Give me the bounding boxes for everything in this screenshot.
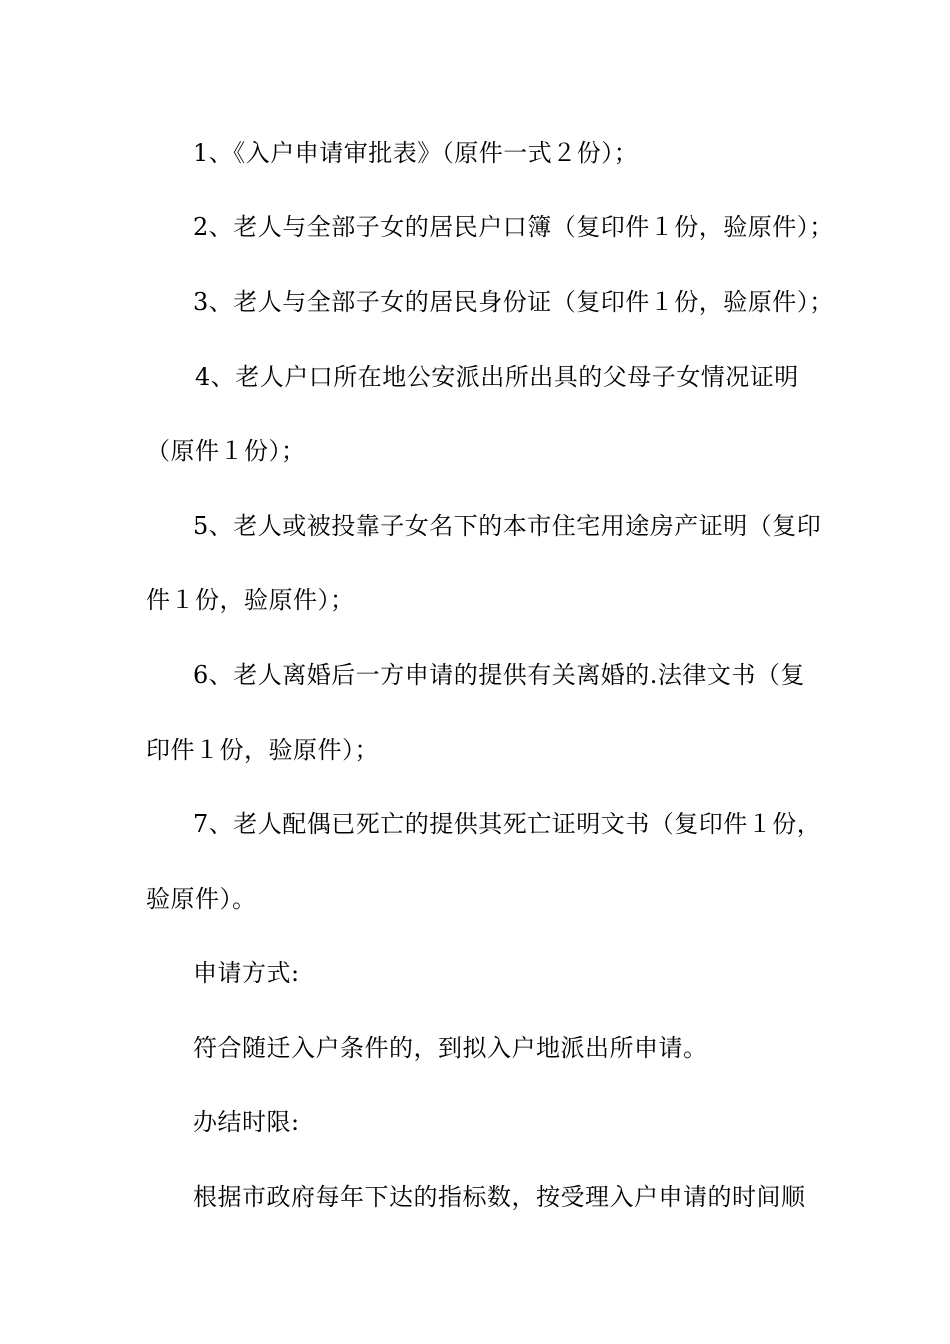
list-item-4: 4、老人户口所在地公安派出所出具的父母子女情况证明: [195, 363, 799, 391]
list-item-4-cont: （原件１份）；: [146, 437, 306, 465]
list-item-2: 2、老人与全部子女的居民户口簿（复印件１份，验原件）；: [193, 213, 834, 241]
list-item-5-cont: 件１份，验原件）；: [146, 586, 355, 614]
section-heading-time-limit: 办结时限:: [193, 1108, 300, 1136]
list-item-5: 5、老人或被投靠子女名下的本市住宅用途房产证明（复印: [193, 512, 822, 540]
paragraph-application-method: 符合随迁入户条件的，到拟入户地派出所申请。: [193, 1034, 708, 1062]
list-item-6: 6、老人离婚后一方申请的提供有关离婚的.法律文书（复: [193, 661, 805, 689]
list-item-1: 1、《入户申请审批表》（原件一式２份）；: [193, 139, 639, 167]
list-item-7: 7、老人配偶已死亡的提供其死亡证明文书（复印件１份，: [193, 810, 822, 838]
list-item-7-cont: 验原件）。: [146, 885, 257, 913]
section-heading-application-method: 申请方式:: [193, 959, 300, 987]
paragraph-time-limit: 根据市政府每年下达的指标数，按受理入户申请的时间顺: [193, 1183, 806, 1211]
list-item-6-cont: 印件１份，验原件）；: [146, 736, 379, 764]
list-item-3: 3、老人与全部子女的居民身份证（复印件１份，验原件）；: [193, 288, 834, 316]
